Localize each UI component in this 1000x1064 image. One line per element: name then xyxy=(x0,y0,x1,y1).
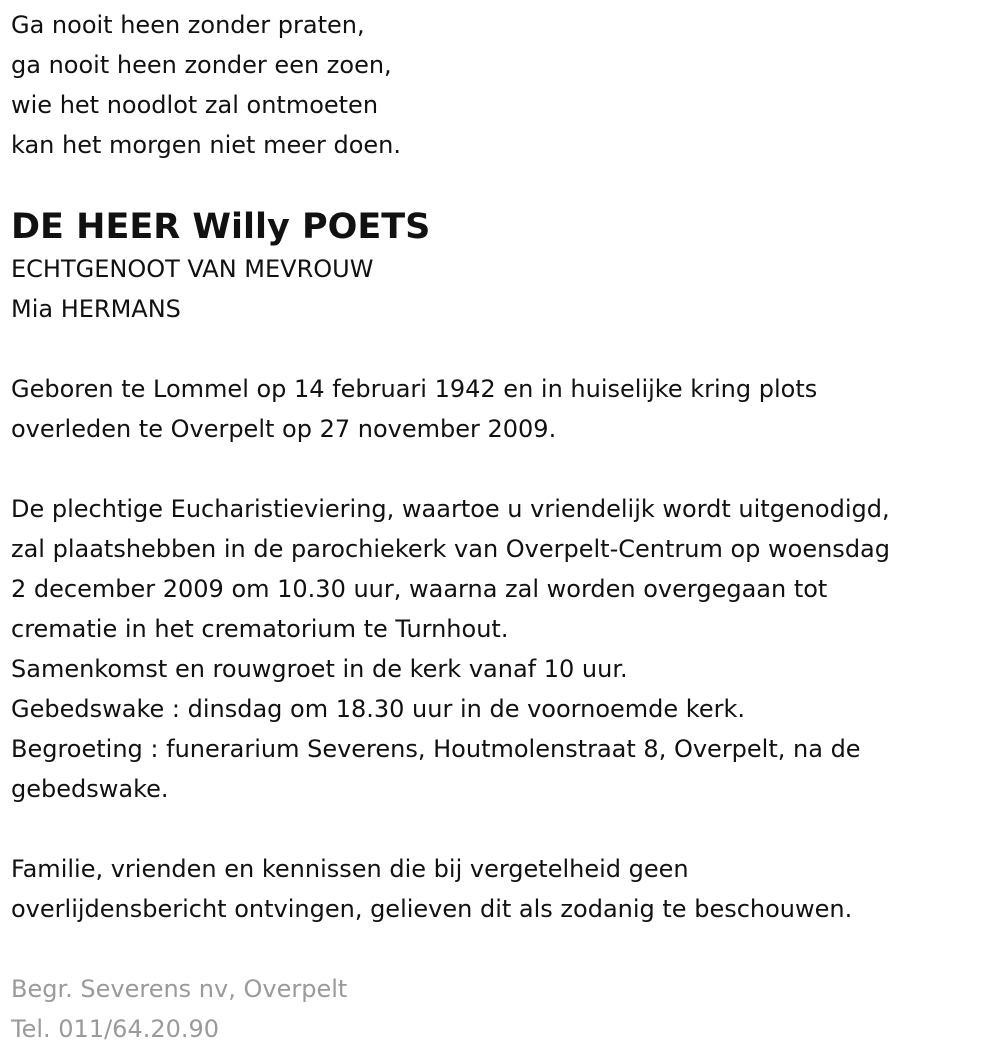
spacer xyxy=(11,449,996,489)
paragraph-line: Gebedswake : dinsdag om 18.30 uur in de voornoemde kerk. xyxy=(11,695,745,723)
spacer xyxy=(11,809,996,849)
spacer xyxy=(11,165,996,209)
paragraph-line: Samenkomst en rouwgroet in de kerk vanaf 10 uur. xyxy=(11,655,628,683)
poem-line: wie het noodlot zal ontmoeten xyxy=(11,91,379,119)
paragraph-line: zal plaatshebben in de parochiekerk van Overpelt-Centrum op woensdag xyxy=(11,535,890,563)
birth-death-paragraph xyxy=(11,369,996,449)
deceased-name: DE HEER Willy POETS xyxy=(11,207,431,247)
paragraph-line: De plechtige Eucharistieviering, waartoe u vriendelijk wordt uitgenodigd, xyxy=(11,495,890,523)
undertaker-name: Begr. Severens nv, Overpelt xyxy=(11,975,348,1003)
poem-line: kan het morgen niet meer doen. xyxy=(11,131,401,159)
obituary-notice xyxy=(11,5,996,1049)
paragraph-line: Familie, vrienden en kennissen die bij vergetelheid geen xyxy=(11,855,689,883)
paragraph-line: overleden te Overpelt op 27 november 2009. xyxy=(11,415,557,443)
undertaker-phone: Tel. 011/64.20.90 xyxy=(11,1015,220,1043)
paragraph-line: crematie in het crematorium te Turnhout. xyxy=(11,615,509,643)
poem xyxy=(11,5,996,165)
notice-paragraph xyxy=(11,849,996,929)
paragraph-line: Geboren te Lommel op 14 februari 1942 en in huiselijke kring plots xyxy=(11,375,818,403)
ceremony-paragraph xyxy=(11,489,996,809)
poem-line: ga nooit heen zonder een zoen, xyxy=(11,51,392,79)
undertaker-footer xyxy=(11,969,996,1049)
spacer xyxy=(11,929,996,969)
paragraph-line: Begroeting : funerarium Severens, Houtmolenstraat 8, Overpelt, na de xyxy=(11,735,861,763)
paragraph-line: overlijdensbericht ontvingen, gelieven dit als zodanig te beschouwen. xyxy=(11,895,853,923)
spouse-name: Mia HERMANS xyxy=(11,295,181,323)
spacer xyxy=(11,329,996,369)
paragraph-line: gebedswake. xyxy=(11,775,169,803)
relation-text: ECHTGENOOT VAN MEVROUW xyxy=(11,255,374,283)
poem-line: Ga nooit heen zonder praten, xyxy=(11,11,365,39)
paragraph-line: 2 december 2009 om 10.30 uur, waarna zal worden overgegaan tot xyxy=(11,575,828,603)
